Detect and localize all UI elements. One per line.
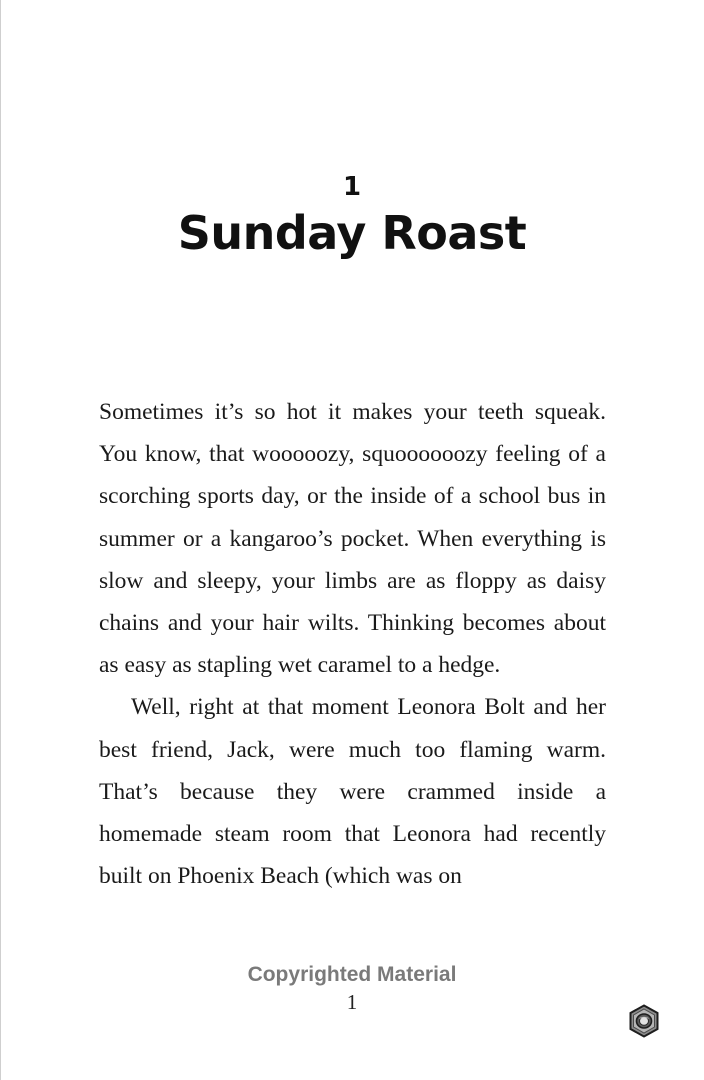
chapter-body bbox=[99, 391, 606, 897]
page-edge-divider bbox=[0, 0, 1, 1080]
paragraph-2: Well, right at that moment Leonora Bolt and her best friend, Jack, were much too flaming warm. That’s because they were crammed inside a homemade steam room that Leonora had recently built on Phoenix Beach (which was on bbox=[99, 694, 606, 890]
paragraph-1: Sometimes it’s so hot it makes your teeth squeak. You know, that wooooozy, squoooooozy feeling of a scorching sports day, or the inside of a school bus in summer or a kangaroo’s pocket. When everything is slow and sleepy, your limbs are as floppy as daisy chains and your hair wilts. Thinking becomes about as easy as stapling wet caramel to a hedge. bbox=[99, 399, 606, 679]
chapter-title: Sunday Roast bbox=[177, 206, 527, 260]
chapter-number: 1 bbox=[342, 172, 362, 202]
hex-nut-icon bbox=[628, 1004, 660, 1038]
copyright-watermark: Copyrighted Material bbox=[247, 963, 457, 986]
page-number: 1 bbox=[346, 990, 358, 1014]
